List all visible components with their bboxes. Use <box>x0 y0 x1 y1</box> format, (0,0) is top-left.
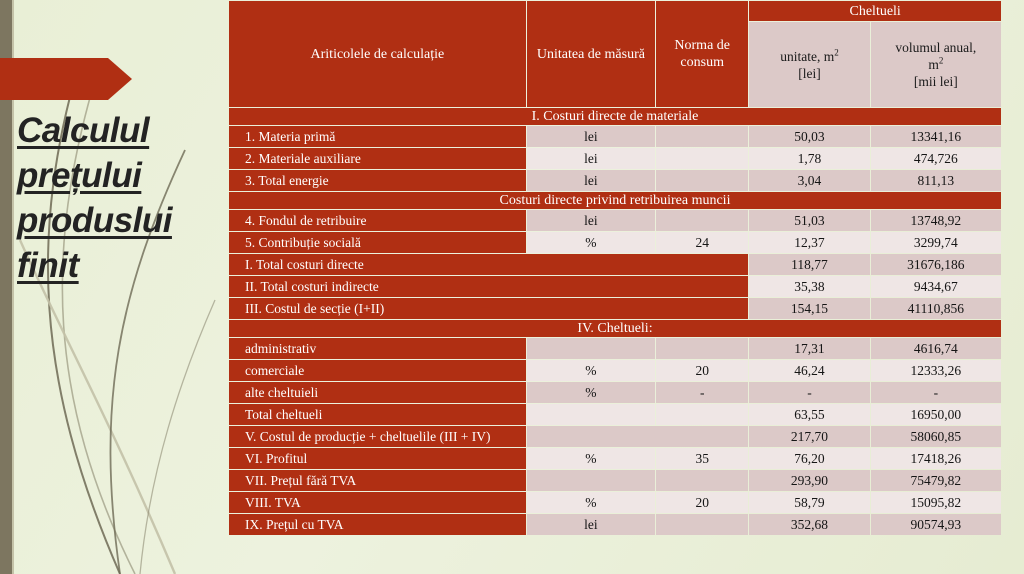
page-title: Calculul prețului produslui finit <box>17 111 172 285</box>
table-row <box>229 404 1001 425</box>
row-label: 2. Materiale auxiliare <box>229 148 526 169</box>
row-annual: - <box>871 382 1001 403</box>
row-norm <box>656 126 748 147</box>
row-label: II. Total costuri indirecte <box>229 276 748 297</box>
table-row <box>229 338 1001 359</box>
header-expense-unit-line2: [lei] <box>798 65 821 81</box>
header-unit: Unitatea de măsură <box>527 1 655 107</box>
row-annual: 31676,186 <box>871 254 1001 275</box>
row-annual: 13341,16 <box>871 126 1001 147</box>
section-header-row <box>229 192 1001 209</box>
row-unit-cost: 35,38 <box>749 276 869 297</box>
section-direct-labour-costs: Costuri directe privind retribuirea muncii <box>229 192 1001 209</box>
row-unit <box>527 470 655 491</box>
header-expenses-group: Cheltueli <box>749 1 1001 21</box>
row-norm <box>656 170 748 191</box>
row-norm <box>656 514 748 535</box>
table-row <box>229 426 1001 447</box>
row-unit-cost: 12,37 <box>749 232 869 253</box>
header-expense-unit <box>749 22 869 107</box>
row-norm <box>656 210 748 231</box>
row-label: I. Total costuri directe <box>229 254 748 275</box>
row-norm <box>656 338 748 359</box>
row-norm <box>656 470 748 491</box>
header-expense-unit-line1: unitate, m <box>780 48 835 64</box>
table-row <box>229 126 1001 147</box>
row-unit: % <box>527 232 655 253</box>
row-annual: 17418,26 <box>871 448 1001 469</box>
row-unit-cost: 58,79 <box>749 492 869 513</box>
row-unit <box>527 404 655 425</box>
row-norm: 20 <box>656 360 748 381</box>
row-unit-cost: 217,70 <box>749 426 869 447</box>
row-unit-cost: 63,55 <box>749 404 869 425</box>
table-row <box>229 382 1001 403</box>
header-expense-annual-line1: volumul anual, <box>895 40 977 55</box>
header-expense-unit-sup: 2 <box>834 47 839 57</box>
table-row <box>229 148 1001 169</box>
table-row <box>229 276 1001 297</box>
section-header-row <box>229 108 1001 125</box>
row-unit-cost: 76,20 <box>749 448 869 469</box>
row-annual: 90574,93 <box>871 514 1001 535</box>
section-direct-material-costs: I. Costuri directe de materiale <box>229 108 1001 125</box>
header-expense-annual-sup: 2 <box>938 55 944 66</box>
header-expense-annual-line2: m <box>928 57 939 72</box>
row-annual: 58060,85 <box>871 426 1001 447</box>
row-label: VI. Profitul <box>229 448 526 469</box>
row-annual: 12333,26 <box>871 360 1001 381</box>
table-header-row-1 <box>229 1 1001 21</box>
row-unit: lei <box>527 514 655 535</box>
arrow-banner <box>0 58 108 100</box>
cost-calculation-table <box>228 0 1002 536</box>
row-annual: 3299,74 <box>871 232 1001 253</box>
row-label: 5. Contribuție socială <box>229 232 526 253</box>
row-unit: % <box>527 360 655 381</box>
row-norm: 24 <box>656 232 748 253</box>
row-unit-cost: 154,15 <box>749 298 869 319</box>
row-label: comerciale <box>229 360 526 381</box>
row-unit: % <box>527 382 655 403</box>
table-row <box>229 448 1001 469</box>
row-unit-cost: 352,68 <box>749 514 869 535</box>
row-unit: lei <box>527 170 655 191</box>
row-unit <box>527 338 655 359</box>
row-unit: lei <box>527 126 655 147</box>
table-row <box>229 360 1001 381</box>
table-row <box>229 492 1001 513</box>
row-unit: lei <box>527 148 655 169</box>
row-unit-cost: 17,31 <box>749 338 869 359</box>
section-header-row <box>229 320 1001 337</box>
row-unit-cost: 1,78 <box>749 148 869 169</box>
table-row <box>229 232 1001 253</box>
row-label: administrativ <box>229 338 526 359</box>
table-row <box>229 470 1001 491</box>
arrow-banner-tip <box>108 58 132 100</box>
row-unit-cost: 293,90 <box>749 470 869 491</box>
row-unit-norm-merged <box>527 426 749 447</box>
row-annual: 41110,856 <box>871 298 1001 319</box>
row-unit: lei <box>527 210 655 231</box>
row-unit: % <box>527 448 655 469</box>
row-label: VII. Prețul fără TVA <box>229 470 526 491</box>
row-label: VIII. TVA <box>229 492 526 513</box>
row-label: IX. Prețul cu TVA <box>229 514 526 535</box>
row-norm: 35 <box>656 448 748 469</box>
row-label: V. Costul de producție + cheltuelile (III + IV) <box>229 426 526 447</box>
table-row <box>229 298 1001 319</box>
row-norm: - <box>656 382 748 403</box>
table-row <box>229 210 1001 231</box>
row-unit-cost: 118,77 <box>749 254 869 275</box>
row-annual: 4616,74 <box>871 338 1001 359</box>
row-label: III. Costul de secție (I+II) <box>229 298 748 319</box>
row-label: 4. Fondul de retribuire <box>229 210 526 231</box>
row-annual: 474,726 <box>871 148 1001 169</box>
header-expense-annual <box>871 22 1001 107</box>
header-expense-annual-line3: [mii lei] <box>913 74 958 89</box>
header-norm: Norma de consum <box>656 1 748 107</box>
row-label: 3. Total energie <box>229 170 526 191</box>
row-norm <box>656 148 748 169</box>
table-row <box>229 254 1001 275</box>
row-unit: % <box>527 492 655 513</box>
header-articles: Ariticolele de calculație <box>229 1 526 107</box>
row-label: alte cheltuieli <box>229 382 526 403</box>
row-annual: 15095,82 <box>871 492 1001 513</box>
row-norm <box>656 404 748 425</box>
section-expenses: IV. Cheltueli: <box>229 320 1001 337</box>
row-unit-cost: 50,03 <box>749 126 869 147</box>
row-annual: 811,13 <box>871 170 1001 191</box>
row-unit-cost: - <box>749 382 869 403</box>
row-label: Total cheltueli <box>229 404 526 425</box>
table-row <box>229 514 1001 535</box>
row-annual: 9434,67 <box>871 276 1001 297</box>
table-row <box>229 170 1001 191</box>
row-annual: 13748,92 <box>871 210 1001 231</box>
row-unit-cost: 51,03 <box>749 210 869 231</box>
row-norm: 20 <box>656 492 748 513</box>
row-label: 1. Materia primă <box>229 126 526 147</box>
row-unit-cost: 46,24 <box>749 360 869 381</box>
row-annual: 75479,82 <box>871 470 1001 491</box>
row-annual: 16950,00 <box>871 404 1001 425</box>
row-unit-cost: 3,04 <box>749 170 869 191</box>
